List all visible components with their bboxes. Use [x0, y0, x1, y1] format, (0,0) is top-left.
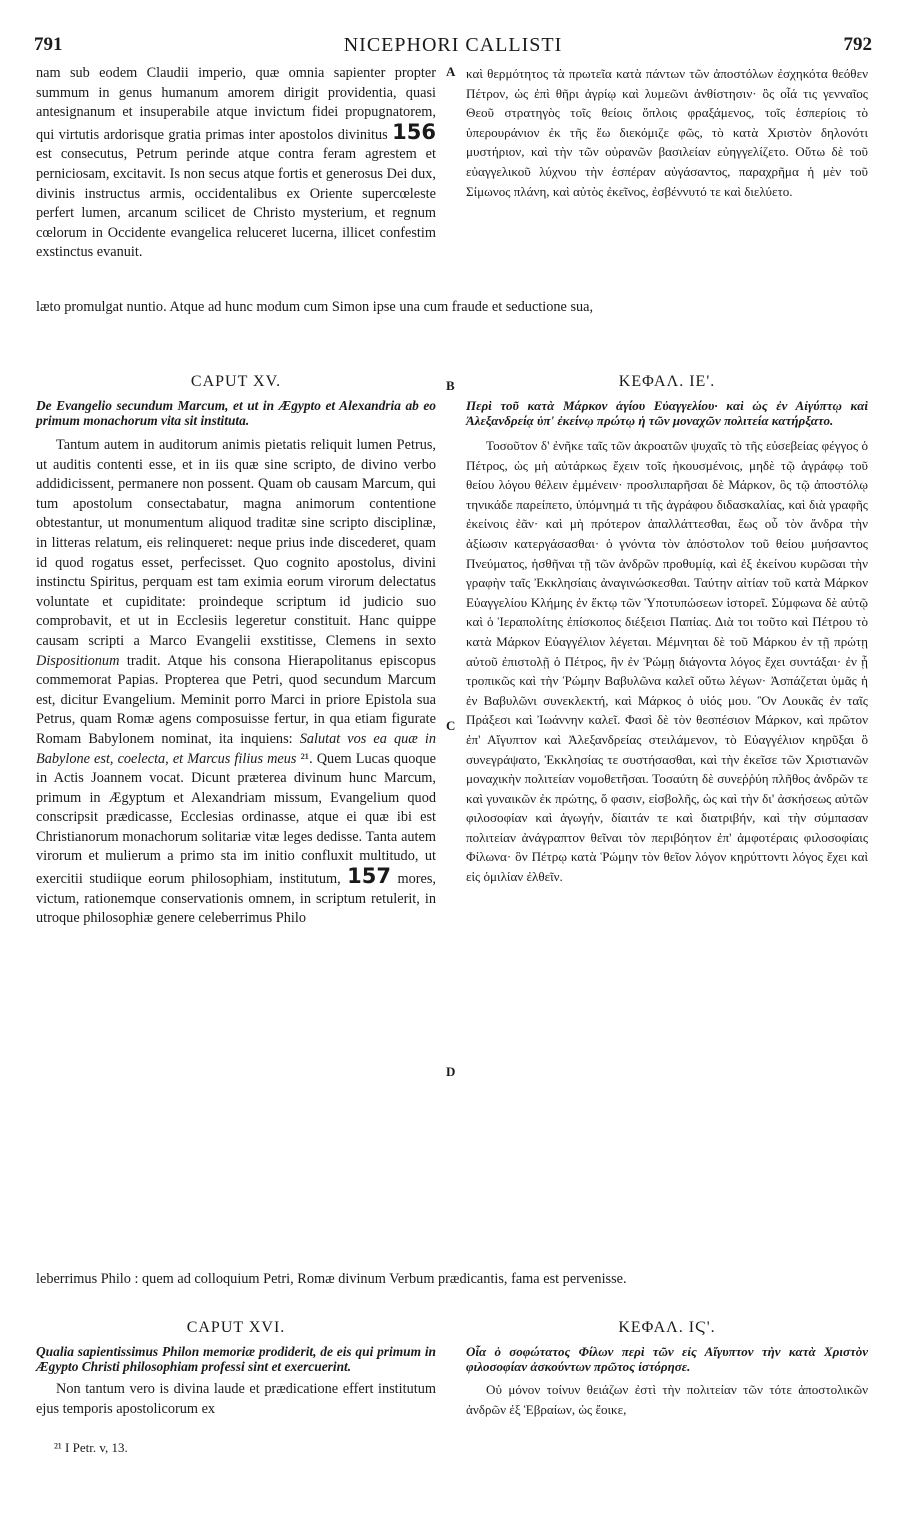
chapter15-latin-title: CAPUT XV. — [190, 373, 282, 390]
chapter16-latin-body: Non tantum vero is divina laude et prædicatione effert institutum ejus temporis apostolicorum ex — [36, 1381, 436, 1417]
latin-column-chapter16 — [36, 1318, 436, 1419]
running-title: NICEPHORI CALLISTI — [343, 34, 563, 56]
chapter16-latin-summary: Qualia sapientissimus Philon memoriæ prodiderit, de eis qui primum in Ægypto Christi philosophiam professi sint et exercuerint. — [36, 1343, 436, 1374]
chapter16-latin-title: CAPUT XVI. — [186, 1319, 286, 1336]
chapter16-greek-body: Οὐ μόνον τοίνυν θειάζων ἐστὶ τὴν πολιτείαν τῶν τότε ἀποστολικῶν ἀνδρῶν ἐξ Ἑβραίων, ὡς ἔοικε, — [466, 1382, 868, 1417]
latin-column-top — [36, 64, 436, 263]
margin-marker-a: A — [446, 64, 456, 79]
chapter15-greek-body: Τοσοῦτον δ' ἐνῆκε ταῖς τῶν ἀκροατῶν ψυχαῖς τὸ τῆς εὐσεβείας φέγγος ὁ Πέτρος, ὡς μὴ αὐτάρκως ἔχειν τοῖς ἠκουσμένοις, μηδὲ τῷ ἀγράφῳ τοῦ θείου λόγου θέλειν ἐμμένειν· προσλιπαρῆσαι δὲ Μάρκον, ὃς τῷ ἀποστόλῳ τηνικάδε παρείπετο, ὑπόμνημά τι τῆς ἀγράφου διδασκαλίας, καὶ διὰ γραφῆς ἐκείνοις ἐᾶν· καὶ μὴ πρότερον ἀπαλλάττεσθαι, ἕως οὗ τὸν ἄνδρα τὴν ἀξίωσιν κατεργάσασθαι· ὁ γνόντα τὸν ἀπόστολον τοῦ θείου μυήσαντος Πνεύματος, ἡσθῆναι τῇ τῶν ἀνδρῶν προθυμίᾳ, καὶ ἐξ ἐκείνου κυρῶσαι τὴν γραφὴν ταῖς Ἐκκλησίαις ἀναγινώσκεσθαι. Ταύτην αἰτίαν τοῦ κατὰ Μάρκον Εὐαγγελίου Κλήμης ἐν ἕκτῳ τῶν Ὑποτυπώσεων ἱστορεῖ. Σύμφωνα δὲ αὐτῷ καὶ ὁ Ἱεραπολίτης ἐπίσκοπος διέξεισι Παπίας. Διὰ τοι τοῦτο καὶ Πέτρου τὸ κατὰ Μάρκον Εὐαγγέλιον λέγεται. Μέμνηται δὲ τοῦ Μάρκου ἐν τῇ πρώτῃ αὐτοῦ ἐπιστολῇ ὁ Πέτρος, ἣν ἐν Ῥώμῃ διάγοντα λόγος ἔχει συντάξαι· ἐν ᾗ τροπικῶς καὶ τὴν Ῥώμην Βαβυλῶνα καλεῖ οὕτω λέγων· Ἀσπάζεται ὑμᾶς ἡ ἐν Βαβυλῶνι συνεκλεκτή, καὶ Μάρκος ὁ υἱός μου. Ὃν Λουκᾶς ἐν ταῖς Πράξεσι καὶ Ἰωάννην καλεῖ. Φασὶ δὲ τὸν θεσπέσιον Μάρκον, καὶ πρῶτον ἐπ' Αἴγυπτον καὶ Ἀλεξανδρείας στειλάμενον, τὸ Εὐαγγέλιον κηρῦξαι ὃ συνεγράψατο, Ἐκκλησίας τε συστήσασθαι, καὶ τὴν ἐκεῖσε τῶν Χριστιανῶν μοναχικὴν πολιτείαν νομοθετῆσαι. Τοσαύτη δὲ συνεῤῥύη πλῆθος ἀνδρῶν τε καὶ γυναικῶν ἐκ πρώτης, ὅ φασιν, εἰσβολῆς, ὡς καὶ τὴν δι' ἀσκήσεως αὐτῶν φιλοσοφίαν καὶ ἀγωγήν, δίαιτάν τε καὶ διατριβήν, καὶ τὴν σύμπασαν πολιτείαν ἀνάγραπτον θεῖναι τὸν περιβόητον ἐπ' ἀμφοτέραις φιλοσοφίαις Φίλωνα· ὃν Πέτρῳ κατὰ Ῥώμην τὸν θεῖον λόγον κηρύττοντι λόγος ἔχει καὶ εἰς ὁμιλίαν ἐλθεῖν. — [466, 438, 868, 885]
latin-column-chapter15 — [36, 372, 436, 929]
page-number-right: 792 — [843, 34, 872, 55]
page-number-left: 791 — [34, 34, 63, 55]
full-width-line-chapter15: leberrimus Philo : quem ad colloquium Petri, Romæ divinum Verbum prædicantis, fama est pervenisse. — [36, 1271, 627, 1287]
greek-paragraph-top: καὶ θερμότητος τὰ πρωτεῖα κατὰ πάντων τῶν ἀποστόλων ἐσχηκότα θεόθεν Πέτρον, ὡς ἐπὶ θῆρι ἀγρίῳ καὶ λυμεῶνι ἀνθίστησιν· ὃς οἷά τις γενναῖος Θεοῦ στρατηγὸς τοῖς θείοις ὅπλοις φραξάμενος, τοῖς ἑσπερίοις τὸ ὑπερουράνιον ἐκ τῆς ἕω διεκόμιζε φῶς, τὸ κατὰ Χριστὸν δηλονότι μυστήριον, καὶ τὴν τῶν οὐρανῶν βασιλείαν εὐηγγελίζετο. Οὕτω δὲ τοῦ εὐαγγελικοῦ λύχνου τὴν ἑσπέραν αὐγάσαντος, παραχρῆμα ἡ μὲν τοῦ Σίμωνος πλάνη, καὶ αὐτὸς ἐκεῖνος, ἐσβέννυτό τε καὶ διελύετο. — [466, 66, 868, 199]
greek-column-chapter15 — [466, 372, 868, 887]
greek-column-chapter16 — [466, 1318, 868, 1419]
full-width-line-top: læto promulgat nuntio. Atque ad hunc modum cum Simon ipse una cum fraude et seductione sua, — [36, 299, 594, 315]
page-header — [34, 34, 872, 60]
chapter16-greek-summary: Οἷα ὁ σοφώτατος Φίλων περὶ τῶν εἰς Αἴγυπτον τὴν κατὰ Χριστὸν φιλοσοφίαν ἀσκούντων πρῶτος ἱστόρησε. — [466, 1343, 868, 1374]
margin-marker-c: C — [446, 718, 456, 733]
chapter15-greek-title: ΚΕΦΑΛ. ΙΕ'. — [618, 373, 716, 390]
margin-marker-b: B — [446, 378, 455, 393]
chapter15-latin-summary: De Evangelio secundum Marcum, et ut in Ægypto et Alexandria ab eo primum monachorum vita sit instituta. — [36, 397, 436, 428]
chapter15-greek-summary: Περὶ τοῦ κατὰ Μάρκον ἁγίου Εὐαγγελίου· καὶ ὡς ἐν Αἰγύπτῳ καὶ Ἀλεξανδρείᾳ ὑπ' ἐκείνῳ πρώτῳ ἡ τῶν μοναχῶν πολιτεία κατήρξατο. — [466, 397, 868, 428]
margin-marker-d: D — [446, 1064, 456, 1079]
chapter16-greek-title: ΚΕΦΑΛ. ΙϚ'. — [618, 1319, 716, 1336]
greek-column-top — [466, 64, 868, 201]
chapter15-latin-body: Tantum autem in auditorum animis pietatis reliquit lumen Petrus, ut auditis contenti esse, et in iis quæ sine scripto, de divino verbo addidicissent, permanere non possent. Quam ob causam Marcum, qui tum apostolum consectabatur, magna animorum contentione obtestantur, ut monumentum aliquod traditæ sine scripto disciplinæ, in litteras relatum, eis relinqueret: neque prius inde discederet, quam id quod rogatus esset, perfecisset. Quo cognito apostolus, divini instinctu Spiritus, perquam est tam eximia eorum virorum delectatus voluntate et cupiditate: proindeque scriptum id judicio suo comprobavit, et ut in Ecclesiis legeretur constituit. Hanc quippe causam scripti a Marco Evangelii exstitisse, Clemens in sexto Dispositionum tradit. Atque his consona Hierapolitanus episcopus commemorat Papias. Propterea que Petri, quod secundum Marcum est, dicitur Evangelium. Meminit porro Marci in priore Epistola sua Petrus, quam Romæ agens composuisse fertur, in qua etiam figurate Romam Babylonem nominat, ita inquiens: Salutat vos ea quæ in Babylone est, coelecta, et Marcus filius meus ²¹. Quem Lucas quoque in Actis Joannem vocat. Dicunt præterea divinum hunc Marcum, primum in Ægyptum et Alexandriam missum, Evangelium quod conscripsit prædicasse, Ecclesias ordinasse, atque ei quæ ibi est Christianorum monachorum solitariæ vitæ leges dedisse. Tanta autem virorum et mulierum a primo sta im initio confluxit multitudo, ut exercitii studiique eorum philosophiam, institutum, 157 mores, victum, rationemque conservationis omnem, in scriptum retulerit, in utroque philosophiæ genere celeberrimus Philo — [36, 437, 436, 927]
footnote: ²¹ I Petr. v, 13. — [54, 1440, 128, 1455]
latin-paragraph-top: nam sub eodem Claudii imperio, quæ omnia sapienter propter summum in genus humanum amorem dirigit providentia, quasi antesignanum et insuperabile atque invictum fidei propugnatorem, qui virtutis ardorisque gratia primas inter apostolos divinitus 156 est consecutus, Petrum perinde atque contra feram agrestem et perniciosam, excitavit. Is non secus atque fortis et generosus Dei dux, divinis instructus armis, occidentalibus ex Oriente supercœleste perfert lumen, arcanum scilicet de Christo mysterium, et regnum cœlorum in Occidente evangelica reluceret lucerna, illicet confestim exstinctus evanuit. — [36, 65, 436, 261]
